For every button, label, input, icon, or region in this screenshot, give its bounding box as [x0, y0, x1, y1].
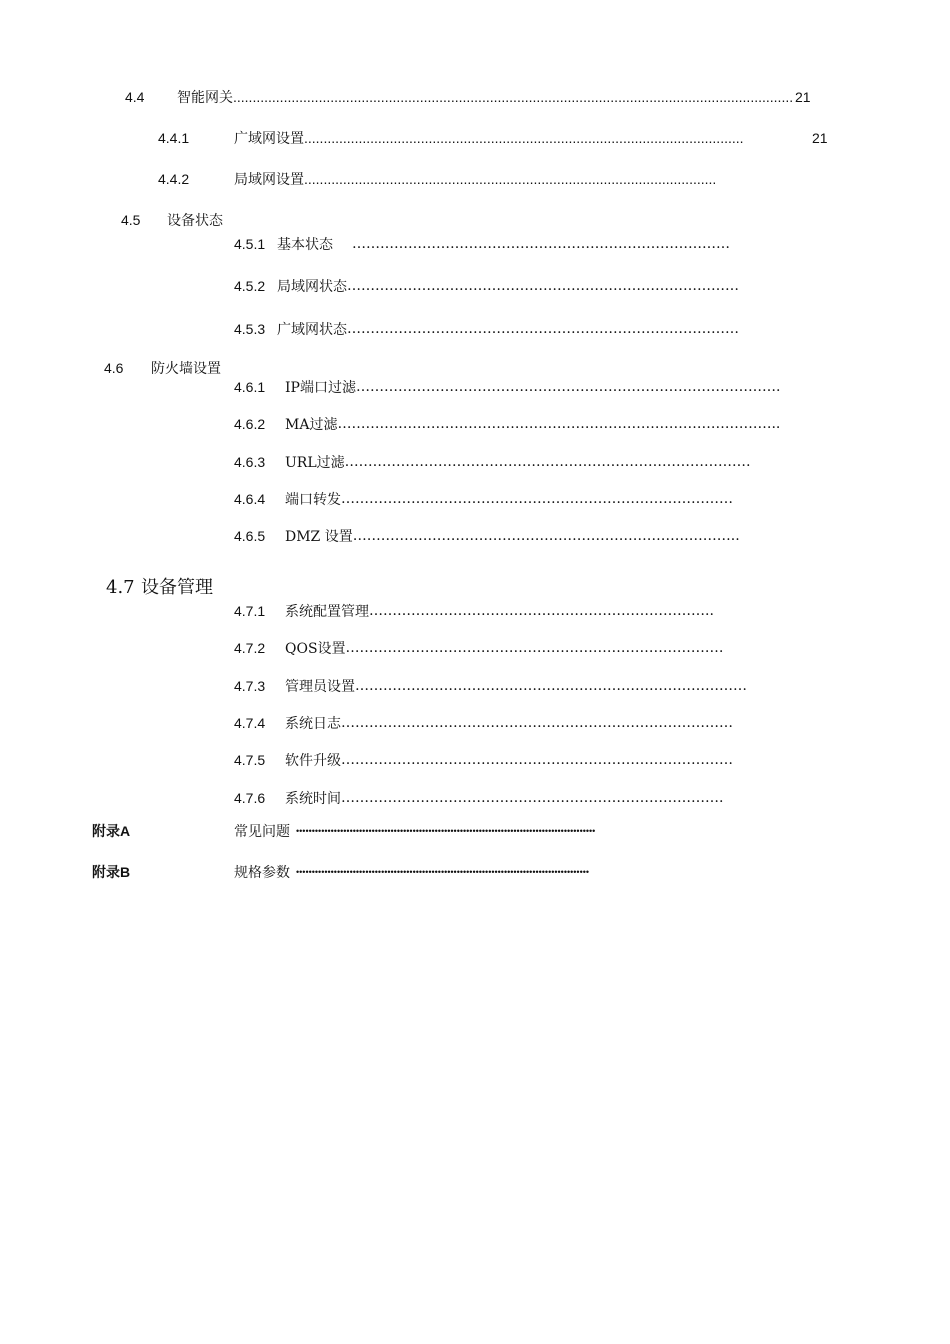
toc-number: 4.7.4: [234, 715, 266, 731]
toc-number: 4.7.2: [234, 640, 266, 656]
toc-leader-dots: ………………………………………………………………………: [345, 640, 724, 656]
toc-entry-4-7-6[interactable]: [234, 789, 783, 808]
toc-entry-4-6-4[interactable]: [234, 490, 793, 509]
toc-leader-dots: …………………………………………………………………………: [347, 321, 739, 337]
toc-number: 4.7.5: [234, 752, 266, 768]
toc-title: 软件升级: [285, 753, 341, 769]
toc-title: MA过滤: [285, 417, 338, 433]
toc-leader-dots: •••••••••••••••••••••••••••••••••••••••••••••••••••••••••••••••••••••••••••••••••••••••••••••: [296, 867, 590, 877]
toc-number: 4.7.1: [234, 603, 266, 619]
toc-page-number: 21: [795, 89, 811, 105]
toc-title: 广域网设置: [234, 131, 304, 147]
toc-title: 广域网状态: [277, 322, 347, 338]
toc-number: 4.6.2: [234, 416, 266, 432]
toc-entry-4-5-2[interactable]: [234, 277, 809, 296]
toc-leader-dots: ………………………………………………………………………..: [352, 528, 740, 544]
toc-leader-dots: …………………………………………………………………………: [341, 715, 733, 731]
toc-leader-dots: …………………………………………………………………………: [347, 278, 739, 294]
toc-entry-4-5-3[interactable]: [234, 320, 809, 339]
toc-number: 4.6.1: [234, 379, 266, 395]
toc-entry-4-6-1[interactable]: [234, 378, 828, 397]
toc-entry-4-7[interactable]: [106, 577, 213, 599]
toc-entry-4-7-3[interactable]: [234, 677, 792, 696]
toc-leader-dots: .................................................................................................................: [304, 130, 744, 146]
toc-title: 设备状态: [167, 213, 223, 229]
toc-entry-4-4-2[interactable]: [158, 170, 796, 189]
toc-entry-4-6-2[interactable]: [234, 415, 825, 434]
toc-leader-dots: …………………………………………………………………………: [355, 678, 747, 694]
toc-number: 附录A: [92, 823, 131, 839]
toc-title: 常见问题: [234, 824, 290, 840]
toc-title: 设备管理: [141, 577, 213, 598]
toc-number: 4.5: [121, 212, 141, 228]
toc-title: 基本状态: [277, 237, 333, 253]
toc-title: DMZ 设置: [285, 529, 353, 545]
toc-title: 局域网状态: [277, 279, 347, 295]
toc-leader-dots: ……………………………………………………………………………….: [355, 379, 781, 395]
toc-entry-4-5-1[interactable]: [234, 235, 818, 254]
toc-title: 系统时间: [285, 791, 341, 807]
toc-title: 防火墙设置: [151, 361, 221, 377]
toc-entry-4-7-4[interactable]: [234, 714, 787, 733]
toc-leader-dots: ………………………………………………………………………: [352, 236, 730, 252]
toc-leader-dots: ……………………………………………………………………….: [341, 790, 724, 806]
toc-entry-4-6-3[interactable]: [234, 453, 811, 472]
toc-title: QOS设置: [285, 641, 346, 657]
toc-entry-4-4-1[interactable]: [158, 129, 828, 148]
toc-title: 局域网设置: [234, 172, 304, 188]
toc-title: 管理员设置: [285, 679, 355, 695]
toc-number: 4.7: [106, 577, 135, 598]
toc-title: 智能网关: [177, 90, 233, 106]
toc-number: 4.5.3: [234, 321, 266, 337]
toc-number: 4.7.6: [234, 790, 266, 806]
toc-entry-4-5[interactable]: [121, 211, 223, 230]
toc-title: 端口转发: [285, 492, 341, 508]
toc-number: 4.4: [125, 89, 145, 105]
toc-number: 4.4.2: [158, 171, 190, 187]
toc-entry-appendix-b[interactable]: [92, 863, 779, 882]
toc-leader-dots: ................................................................................................................................................: [233, 89, 794, 105]
toc-entry-4-7-2[interactable]: [234, 639, 782, 658]
toc-number: 4.6.4: [234, 491, 266, 507]
toc-title: IP端口过滤: [285, 380, 356, 396]
toc-leader-dots: •••••••••••••••••••••••••••••••••••••••••••••••••••••••••••••••••••••••••••••••••••••••••••••••: [296, 826, 596, 836]
toc-number: 附录B: [92, 864, 131, 880]
toc-leader-dots: …………………………………………………………………………: [341, 491, 733, 507]
toc-number: 4.5.1: [234, 236, 266, 252]
toc-leader-dots: …………………………………………………………………………………..: [337, 416, 781, 432]
toc-number: 4.5.2: [234, 278, 266, 294]
toc-number: 4.4.1: [158, 130, 190, 146]
toc-entry-4-6[interactable]: [104, 359, 221, 378]
toc-entry-4-7-5[interactable]: [234, 751, 787, 770]
toc-leader-dots: ..........................................................................................................: [304, 171, 717, 187]
toc-leader-dots: …………………………………………………………………………: [341, 752, 733, 768]
toc-number: 4.6.5: [234, 528, 266, 544]
toc-title: 系统配置管理: [285, 604, 369, 620]
toc-number: 4.6.3: [234, 454, 266, 470]
toc-entry-appendix-a[interactable]: [92, 822, 784, 841]
toc-entry-4-4[interactable]: [125, 88, 811, 107]
toc-number: 4.7.3: [234, 678, 266, 694]
toc-title: 规格参数: [234, 865, 290, 881]
toc-entry-4-7-1[interactable]: [234, 602, 761, 621]
toc-number: 4.6: [104, 360, 124, 376]
toc-title: 系统日志: [285, 716, 341, 732]
toc-title: URL过滤: [285, 455, 345, 471]
toc-leader-dots: ………………………………………………………………..: [369, 603, 714, 619]
toc-page-number: 21: [812, 130, 828, 146]
toc-leader-dots: ……………………………………………………………………………: [344, 454, 751, 470]
toc-entry-4-6-5[interactable]: [234, 527, 790, 546]
